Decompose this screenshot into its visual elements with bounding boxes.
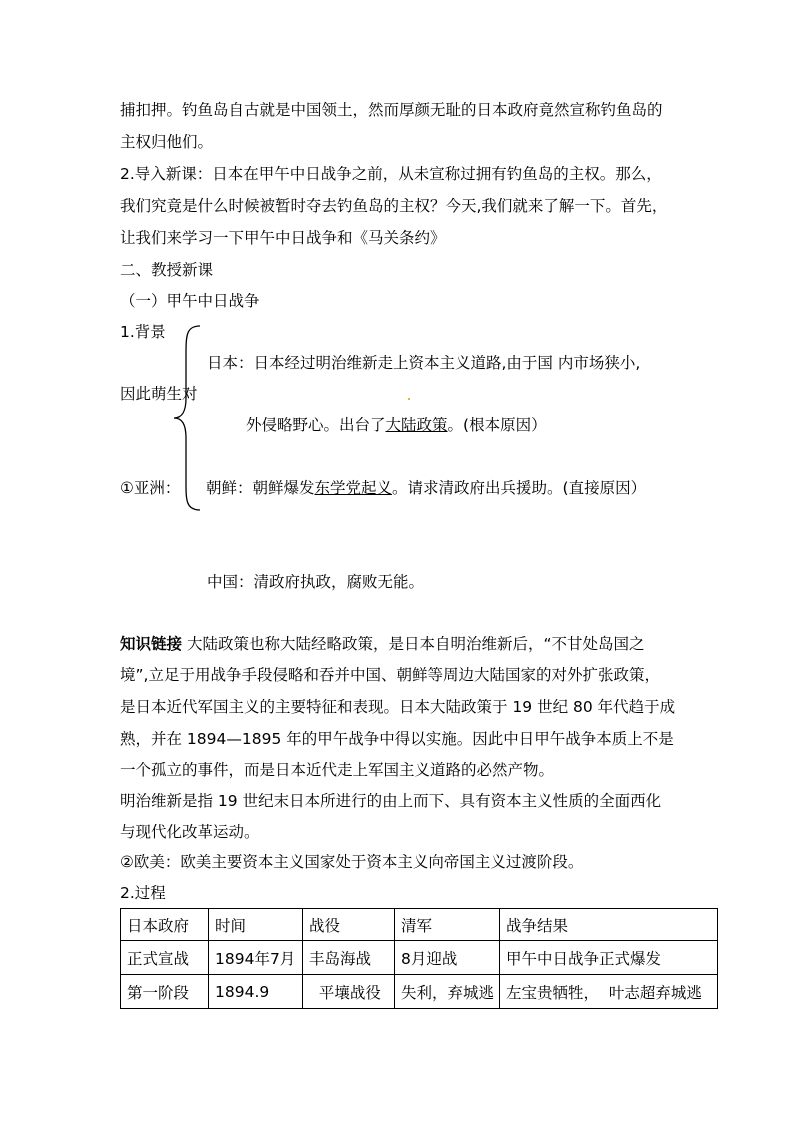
korea-line bbox=[206, 478, 646, 498]
europe-line: ②欧美：欧美主要资本主义国家处于资本主义向帝国主义过渡阶段。 bbox=[120, 853, 584, 871]
table-header-cell: 清军 bbox=[395, 909, 500, 941]
japan-line-2 bbox=[246, 415, 547, 435]
japan-line-2-suffix: 。(根本原因） bbox=[447, 416, 547, 434]
intro-line-5: 让我们来学习一下甲午中日战争和《马关条约》 bbox=[120, 229, 446, 247]
table-cell: 8月迎战 bbox=[395, 941, 500, 975]
asia-label: ①亚洲： bbox=[120, 479, 181, 497]
process-table bbox=[120, 908, 718, 1009]
intro-line-1: 捕扣押。钓鱼岛自古就是中国领土，然而厚颜无耻的日本政府竟然宣称钓鱼岛的 bbox=[120, 101, 663, 119]
background-heading: 1.背景 bbox=[120, 323, 166, 341]
knowledge-line-6: 明治维新是指 19 世纪末日本所进行的由上而下、具有资本主义性质的全面西化 bbox=[120, 792, 662, 810]
knowledge-line-3: 是日本近代军国主义的主要特征和表现。日本大陆政策于 19 世纪 80 年代趋于成 bbox=[120, 698, 676, 716]
table-cell: 左宝贵牺牲， 叶志超弃城逃 bbox=[500, 975, 718, 1009]
japan-line-1b: 因此萌生对 bbox=[120, 385, 198, 403]
table-cell: 正式宣战 bbox=[121, 941, 209, 975]
table-header-cell: 时间 bbox=[209, 909, 303, 941]
korea-prefix: 朝鲜：朝鲜爆发 bbox=[206, 479, 315, 497]
table-row bbox=[121, 975, 718, 1009]
continental-policy-link: 大陆政策 bbox=[385, 416, 448, 434]
china-line: 中国：清政府执政，腐败无能。 bbox=[207, 573, 425, 591]
knowledge-line-7: 与现代化改革运动。 bbox=[120, 823, 260, 841]
intro-line-2: 主权归他们。 bbox=[120, 133, 214, 151]
knowledge-line-1 bbox=[120, 634, 645, 654]
knowledge-line-4: 熟，并在 1894—1895 年的甲午战争中得以实施。因此中日甲午战争本质上不是 bbox=[120, 730, 674, 748]
japan-line-1: 日本：日本经过明治维新走上资本主义道路,由于国 内市场狭小, bbox=[207, 354, 641, 372]
subsection-heading: （一）甲午中日战争 bbox=[120, 292, 260, 310]
knowledge-label: 知识链接 bbox=[120, 635, 183, 653]
intro-line-4: 我们究竟是什么时候被暂时夺去钓鱼岛的主权？今天,我们就来了解一下。首先， bbox=[120, 197, 668, 215]
korea-suffix: 。请求清政府出兵援助。(直接原因） bbox=[392, 479, 647, 497]
table-cell: 1894.9 bbox=[209, 975, 303, 1009]
table-header-cell: 日本政府 bbox=[121, 909, 209, 941]
intro-line-3: 2.导入新课：日本在甲午中日战争之前，从未宣称过拥有钓鱼岛的主权。那么， bbox=[120, 165, 662, 183]
table-cell: 甲午中日战争正式爆发 bbox=[500, 941, 718, 975]
knowledge-text-1: 大陆政策也称大陆经略政策，是日本自明治维新后，“不甘处岛国之 bbox=[186, 635, 645, 653]
process-heading: 2.过程 bbox=[120, 884, 166, 902]
knowledge-line-2: 境”,立足于用战争手段侵略和吞并中国、朝鲜等周边大陆国家的对外扩张政策， bbox=[120, 666, 660, 684]
table-header-cell: 战役 bbox=[303, 909, 395, 941]
table-cell: 平壤战役 bbox=[303, 975, 395, 1009]
section-heading: 二、教授新课 bbox=[120, 261, 214, 279]
donghak-uprising-link: 东学党起义 bbox=[314, 479, 393, 497]
table-header-cell: 战争结果 bbox=[500, 909, 718, 941]
stray-dot bbox=[408, 398, 410, 400]
table-cell: 1894年7月 bbox=[209, 941, 303, 975]
table-cell: 第一阶段 bbox=[121, 975, 209, 1009]
japan-line-2-prefix: 外侵略野心。出台了 bbox=[246, 416, 386, 434]
table-row bbox=[121, 941, 718, 975]
knowledge-line-5: 一个孤立的事件，而是日本近代走上军国主义道路的必然产物。 bbox=[120, 761, 555, 779]
table-header-row bbox=[121, 909, 718, 941]
table-cell: 失利，弃城逃 bbox=[395, 975, 500, 1009]
table-cell: 丰岛海战 bbox=[303, 941, 395, 975]
